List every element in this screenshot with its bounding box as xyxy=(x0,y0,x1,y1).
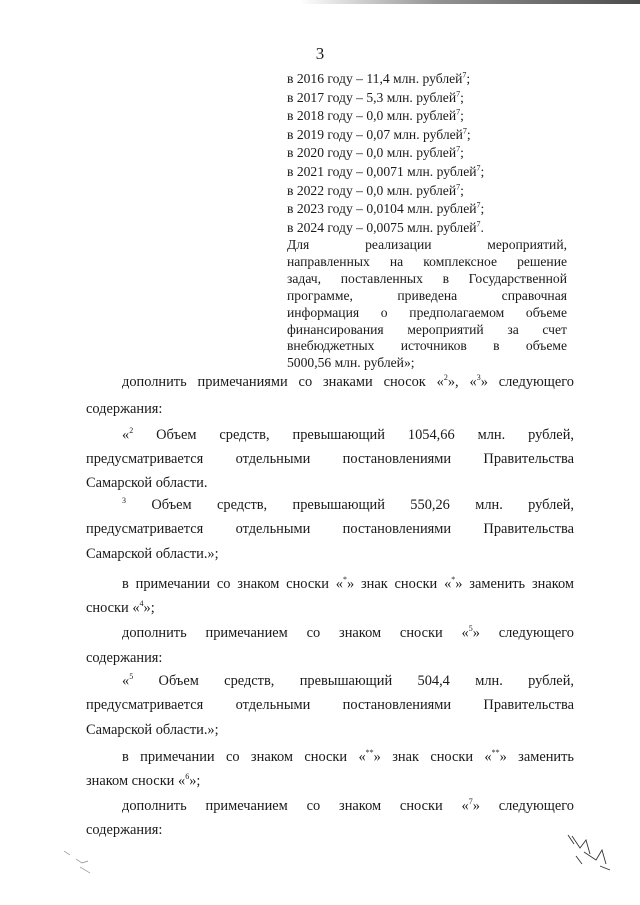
footnote-mark: ** xyxy=(491,748,500,758)
paragraph-replace-double-star-line1 xyxy=(86,749,574,766)
text: » заменить xyxy=(499,749,574,765)
year-label: в 2018 году xyxy=(287,108,353,124)
note-line: направленных на комплексное решение xyxy=(287,253,567,269)
year-amount: 0,0 млн. рублей xyxy=(366,108,457,124)
text: » следующего xyxy=(480,374,574,390)
footnote-mark: 7 xyxy=(468,797,473,807)
year-line-2019: в 2019 году – 0,07 млн. рублей$^7$; xyxy=(287,126,471,142)
year-amount: 0,0104 млн. рублей xyxy=(366,201,477,217)
text: »; xyxy=(143,600,155,616)
year-label: в 2023 году xyxy=(287,201,353,217)
year-amount: 11,4 млн. рублей xyxy=(366,71,463,86)
footnote-mark: 7 xyxy=(462,126,467,136)
year-label: в 2024 году xyxy=(287,219,353,235)
footnote-mark: 7 xyxy=(476,219,481,229)
footnote-mark: 2 xyxy=(129,426,134,436)
footnote-mark: 7 xyxy=(456,107,461,117)
text: дополнить примечаниями со знаками сносок « xyxy=(122,374,444,390)
text: », « xyxy=(447,374,477,390)
footnote-2-text-line3: Самарской области. xyxy=(86,475,208,491)
line-end: ; xyxy=(460,182,464,198)
line-end: ; xyxy=(460,108,464,124)
year-amount: 0,0 млн. рублей xyxy=(366,182,457,198)
year-line-2024: в 2024 году – 0,0075 млн. рублей$^7$. xyxy=(287,219,484,235)
year-label: в 2017 году xyxy=(287,89,353,105)
footnote-mark: 3 xyxy=(476,373,481,383)
note-line: финансирования мероприятий за счет xyxy=(287,321,567,337)
footnote-2-text-line1 xyxy=(86,427,574,444)
text: дополнить примечанием со знаком сноски « xyxy=(122,798,469,814)
year-amount: 5,3 млн. рублей xyxy=(366,89,457,105)
footnote-3-text-line3: Самарской области.»; xyxy=(86,546,219,562)
year-label: в 2021 году xyxy=(287,163,353,179)
year-line-2017: в 2017 году – 5,3 млн. рублей$^7$; xyxy=(287,89,464,105)
year-label: в 2022 году xyxy=(287,182,353,198)
text: Объем средств, превышающий 550,26 млн. рублей, xyxy=(126,497,574,513)
footnote-mark: ** xyxy=(365,748,374,758)
paragraph-replace-star-line1 xyxy=(86,576,574,593)
line-end: ; xyxy=(466,126,471,142)
footnote-mark: 2 xyxy=(443,373,448,383)
text: » заменить знаком xyxy=(455,576,574,592)
year-label: в 2016 году xyxy=(287,71,353,86)
footnote-mark: 7 xyxy=(456,182,461,192)
extrabudgetary-note xyxy=(287,237,567,372)
paragraph-add-notes-2-3-line1 xyxy=(86,374,574,391)
footnote-2-text-line2: предусматривается отдельными постановлениями Правительства xyxy=(86,451,574,467)
footnote-mark: 4 xyxy=(139,599,144,609)
footnote-mark: * xyxy=(342,575,347,585)
text: » следующего xyxy=(472,798,574,814)
text: »; xyxy=(189,773,201,789)
footnote-mark: 7 xyxy=(476,163,481,173)
year-line-2021: в 2021 году – 0,0071 млн. рублей$^7$; xyxy=(287,163,485,179)
initials-signature xyxy=(560,830,615,875)
year-label: в 2019 году xyxy=(287,126,353,142)
text: сноски « xyxy=(86,600,140,616)
footnote-5-text-line2: предусматривается отдельными постановлениями Правительства xyxy=(86,697,574,713)
note-line-tail: 5000,56 млн. рублей»; xyxy=(287,355,415,371)
text: « xyxy=(122,427,130,443)
footnote-mark: 3 xyxy=(122,496,126,506)
funding-by-year-list xyxy=(287,70,577,237)
page-number: 3 xyxy=(315,44,325,63)
text: Объем средств, превышающий 1054,66 млн. рублей, xyxy=(133,427,574,443)
paragraph-add-notes-2-3-line2: содержания: xyxy=(86,401,163,417)
year-amount: 0,0 млн. рублей xyxy=(366,145,457,161)
paragraph-replace-star-line2 xyxy=(86,600,574,617)
note-line: Для реализации мероприятий, xyxy=(287,237,567,252)
year-line-2023: в 2023 году – 0,0104 млн. рублей$^7$; xyxy=(287,200,485,217)
paragraph-replace-double-star-line2 xyxy=(86,773,574,790)
text: в примечании со знаком сноски « xyxy=(122,749,366,765)
year-amount: 0,0075 млн. рублей xyxy=(366,219,477,235)
line-end: ; xyxy=(460,145,464,161)
footnote-5-text-line1 xyxy=(86,673,574,690)
year-label: в 2020 году xyxy=(287,145,353,161)
footnote-mark: 5 xyxy=(129,672,134,682)
footnote-mark: * xyxy=(451,575,456,585)
text: » следующего xyxy=(472,625,574,641)
year-amount: 0,07 млн. рублей xyxy=(366,126,463,142)
footnote-mark: 6 xyxy=(185,772,190,782)
line-end: . xyxy=(480,219,484,235)
text: « xyxy=(122,673,130,689)
footnote-5-text-line3: Самарской области.»; xyxy=(86,722,219,738)
scan-edge-artifact xyxy=(300,0,640,4)
paragraph-add-note-5-line2: содержания: xyxy=(86,650,163,666)
year-line-2020: в 2020 году – 0,0 млн. рублей$^7$; xyxy=(287,144,464,161)
year-line-2022: в 2022 году – 0,0 млн. рублей$^7$; xyxy=(287,182,464,198)
text: дополнить примечанием со знаком сноски « xyxy=(122,625,469,641)
year-line-2016: в 2016 году – 11,4 млн. рублей$^7$; xyxy=(287,70,471,86)
note-line: внебюджетных источников в объеме xyxy=(287,338,567,354)
text: в примечании со знаком сноски « xyxy=(122,576,343,592)
note-line: задач, поставленных в Государственной xyxy=(287,270,567,286)
paragraph-add-note-5-line1 xyxy=(86,625,574,642)
footnote-mark: 7 xyxy=(456,89,461,99)
footnote-3-text-line2: предусматривается отдельными постановлениями Правительства xyxy=(86,521,574,537)
line-end: ; xyxy=(480,201,485,217)
text: знаком сноски « xyxy=(86,773,186,789)
note-line: информация о предполагаемом объеме xyxy=(287,304,567,320)
note-line: программе, приведена справочная xyxy=(287,287,567,303)
line-end: ; xyxy=(480,163,485,179)
year-amount: 0,0071 млн. рублей xyxy=(366,163,477,179)
footnote-3-text-line1 xyxy=(86,497,574,514)
text: Объем средств, превышающий 504,4 млн. рублей, xyxy=(133,673,574,689)
line-end: ; xyxy=(460,89,464,105)
footnote-mark: 7 xyxy=(456,144,461,154)
line-end: ; xyxy=(466,71,471,86)
footnote-mark: 7 xyxy=(476,200,481,210)
footnote-mark: 5 xyxy=(468,624,473,634)
paragraph-add-note-7-line2: содержания: xyxy=(86,822,163,838)
paragraph-add-note-7-line1 xyxy=(86,798,574,815)
text: » знак сноски « xyxy=(346,576,452,592)
year-line-2018: в 2018 году – 0,0 млн. рублей$^7$; xyxy=(287,107,464,124)
text: » знак сноски « xyxy=(373,749,492,765)
footnote-mark: 7 xyxy=(462,70,467,80)
scan-smudge xyxy=(60,847,100,877)
